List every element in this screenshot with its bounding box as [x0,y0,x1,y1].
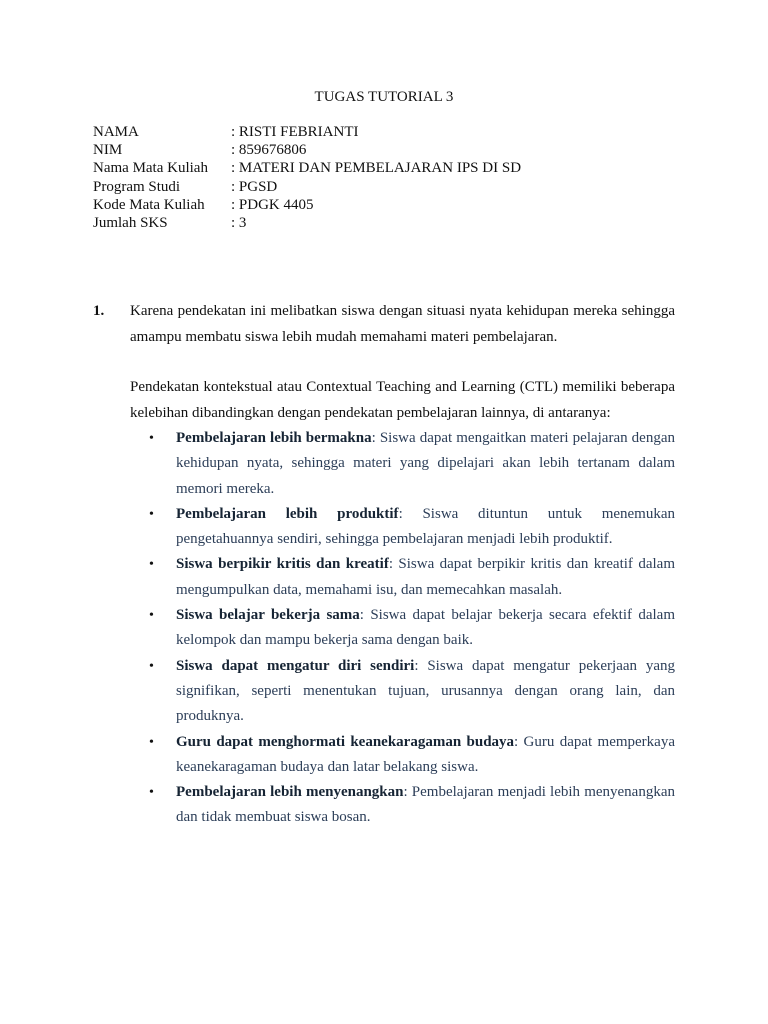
bullet-description: : Siswa dapat mengaitkan materi pelajaran dengan kehidupan nyata, sehingga materi yang dipelajari akan lebih tertanam dalam memori mereka. [176,430,675,497]
bullet-icon: • [149,608,154,624]
bullet-description: : Pembelajaran menjadi lebih menyenangkan dan tidak membuat siswa bosan. [176,784,675,826]
bullet-icon: • [149,431,154,446]
bullet-description: : Guru dapat memperkaya keanekaragaman budaya dan latar belakang siswa. [176,733,675,775]
info-label: Program Studi [93,178,181,195]
bullet-term: Pembelajaran lebih menyenangkan [176,784,404,801]
student-info-table [93,123,693,232]
bullet-term: Pembelajaran lebih produktif [176,505,399,522]
info-label: Jumlah SKS [93,214,168,231]
bullet-term: Siswa berpikir kritis dan kreatif [176,556,389,573]
document-title: TUGAS TUTORIAL 3 [314,89,454,105]
list-item [149,780,675,831]
list-item [149,730,675,781]
info-row-nim [93,141,693,159]
bullet-term: Guru dapat menghormati keanekaragaman budaya [176,733,515,750]
list-item [149,552,675,603]
info-label: Nama Mata Kuliah [93,160,208,177]
intro-paragraph: Pendekatan kontekstual atau Contextual Teaching and Learning (CTL) memiliki beberapa kelebihan dibandingkan dengan pendekatan pembelajaran lainnya, di antaranya: [130,379,675,421]
info-row-course-code [93,196,693,214]
bullet-icon: • [149,734,154,750]
question-1-body [130,299,675,831]
bullet-term: Pembelajaran lebih bermakna [176,430,372,446]
answer-paragraph: Karena pendekatan ini melibatkan siswa dengan situasi nyata kehidupan mereka sehingga amampu membatu siswa lebih mudah memahami materi pembelajaran. [130,303,675,345]
bullet-description: : Siswa dapat belajar bekerja secara efektif dalam kelompok dan mampu bekerja sama dengan baik. [176,607,675,649]
question-1 [93,299,675,831]
bullet-description: : Siswa dapat berpikir kritis dan kreatif dalam mengumpulkan data, memahami isu, dan memecahkan masalah. [176,556,675,598]
list-item [149,603,675,654]
info-label: Kode Mata Kuliah [93,196,205,213]
info-value: : RISTI FEBRIANTI [231,124,359,140]
list-item [149,502,676,553]
info-row-course-name [93,159,693,177]
question-number: 1. [93,303,105,319]
bullet-icon: • [149,557,154,573]
question-1-row [93,299,675,831]
list-item [149,654,675,730]
bullet-description: : Siswa dapat mengatur pekerjaan yang signifikan, seperti menentukan tujuan, urusannya dengan orang lain, dan produknya. [176,657,675,725]
bullet-description: : Siswa dituntun untuk menemukan pengetahuannya sendiri, sehingga pembelajaran menjadi lebih produktif. [176,505,676,548]
bullet-icon: • [149,785,154,801]
bullet-term: Siswa dapat mengatur diri sendiri [176,657,415,674]
info-value: : MATERI DAN PEMBELAJARAN IPS DI SD [231,160,522,177]
bullet-icon: • [149,658,154,674]
info-value: : 3 [231,214,247,231]
info-row-credits [93,214,693,232]
list-item [149,426,675,502]
info-value: : PGSD [231,178,278,195]
info-label: NIM [93,142,123,159]
bullet-icon: • [149,506,154,522]
info-label: NAMA [93,124,139,140]
advantages-list [130,426,675,831]
info-row-study-program [93,178,693,196]
bullet-term: Siswa belajar bekerja sama [176,607,360,624]
info-value: : 859676806 [231,142,307,159]
info-value: : PDGK 4405 [231,196,314,213]
info-row-name [93,123,693,141]
